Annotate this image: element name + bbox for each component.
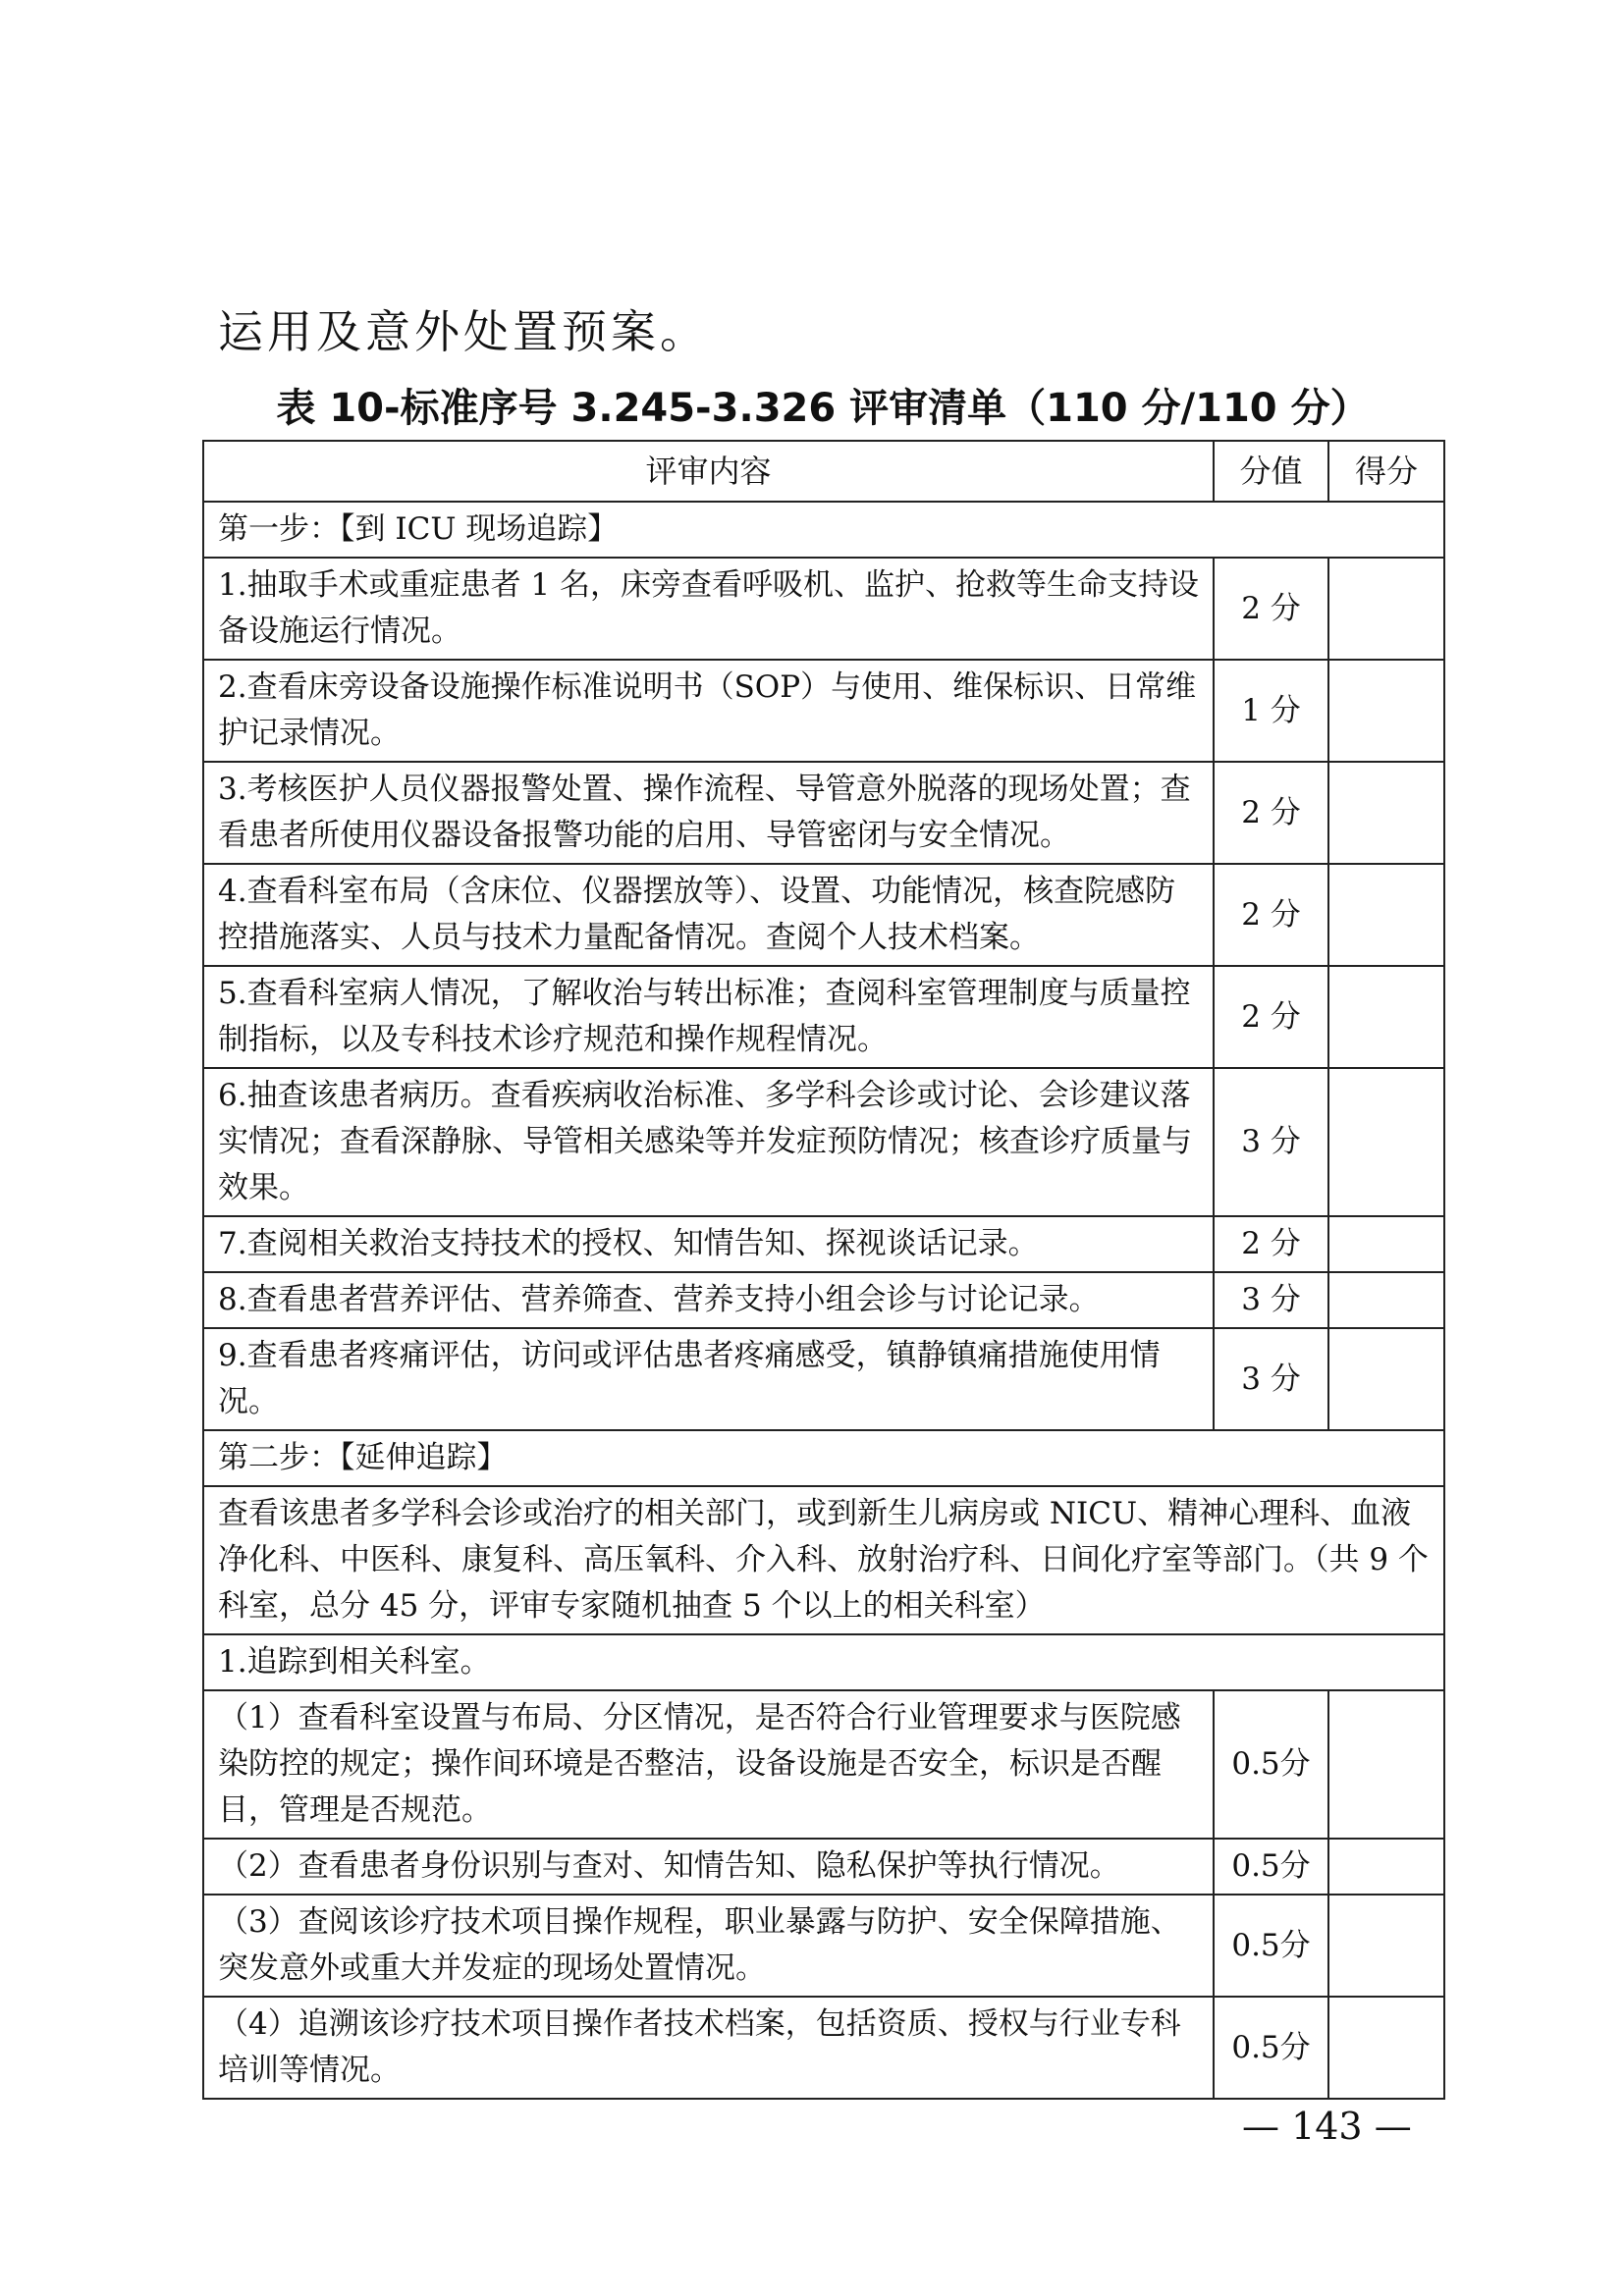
page-number: — 143 — — [1242, 2105, 1412, 2148]
table-row — [203, 558, 1444, 660]
row-result-cell — [1328, 1690, 1444, 1839]
table-row — [203, 1328, 1444, 1430]
row-result-cell — [1328, 558, 1444, 660]
row-score: 2 分 — [1214, 966, 1328, 1068]
table-row — [203, 660, 1444, 762]
row-result-cell — [1328, 660, 1444, 762]
row-result-cell — [1328, 1068, 1444, 1216]
section-text: 查看该患者多学科会诊或治疗的相关部门，或到新生儿病房或 NICU、精神心理科、血液净化科、中医科、康复科、高压氧科、介入科、放射治疗科、日间化疗室等部门。（共 9 个科室，总分 45 分，评审专家随机抽查 5 个以上的相关科室） — [203, 1486, 1444, 1634]
section-row — [203, 502, 1444, 558]
row-content: 2.查看床旁设备设施操作标准说明书（SOP）与使用、维保标识、日常维护记录情况。 — [203, 660, 1214, 762]
section-row — [203, 1430, 1444, 1486]
row-result-cell — [1328, 864, 1444, 966]
lead-text: 运用及意外处置预案。 — [218, 305, 709, 358]
row-result-cell — [1328, 1328, 1444, 1430]
row-result-cell — [1328, 1839, 1444, 1895]
section-row — [203, 1486, 1444, 1634]
header-score: 分值 — [1214, 441, 1328, 502]
row-score: 2 分 — [1214, 558, 1328, 660]
row-score: 0.5分 — [1214, 1690, 1328, 1839]
section-row — [203, 1634, 1444, 1690]
row-result-cell — [1328, 1272, 1444, 1328]
table-row — [203, 1216, 1444, 1272]
row-score: 2 分 — [1214, 864, 1328, 966]
row-score: 2 分 — [1214, 1216, 1328, 1272]
row-content: 6.抽查该患者病历。查看疾病收治标准、多学科会诊或讨论、会诊建议落实情况；查看深静脉、导管相关感染等并发症预防情况；核查诊疗质量与效果。 — [203, 1068, 1214, 1216]
row-score: 0.5分 — [1214, 1895, 1328, 1997]
row-content: 5.查看科室病人情况，了解收治与转出标准；查阅科室管理制度与质量控制指标，以及专科技术诊疗规范和操作规程情况。 — [203, 966, 1214, 1068]
section-text: 第二步：【延伸追踪】 — [203, 1430, 1444, 1486]
row-content: 8.查看患者营养评估、营养筛查、营养支持小组会诊与讨论记录。 — [203, 1272, 1214, 1328]
row-score: 3 分 — [1214, 1328, 1328, 1430]
table-caption: 表 10-标准序号 3.245-3.326 评审清单（110 分/110 分） — [276, 386, 1370, 431]
row-score: 3 分 — [1214, 1068, 1328, 1216]
table-row — [203, 1272, 1444, 1328]
header-content: 评审内容 — [203, 441, 1214, 502]
row-content: 1.抽取手术或重症患者 1 名，床旁查看呼吸机、监护、抢救等生命支持设备设施运行情况。 — [203, 558, 1214, 660]
table-row — [203, 1068, 1444, 1216]
table-row — [203, 966, 1444, 1068]
row-score: 3 分 — [1214, 1272, 1328, 1328]
row-content: 3.考核医护人员仪器报警处置、操作流程、导管意外脱落的现场处置；查看患者所使用仪器设备报警功能的启用、导管密闭与安全情况。 — [203, 762, 1214, 864]
row-score: 1 分 — [1214, 660, 1328, 762]
table-row — [203, 1997, 1444, 2099]
table-header-row — [203, 441, 1444, 502]
section-text: 第一步：【到 ICU 现场追踪】 — [203, 502, 1444, 558]
row-content: 9.查看患者疼痛评估，访问或评估患者疼痛感受，镇静镇痛措施使用情况。 — [203, 1328, 1214, 1430]
row-content: （2）查看患者身份识别与查对、知情告知、隐私保护等执行情况。 — [203, 1839, 1214, 1895]
section-text: 1.追踪到相关科室。 — [203, 1634, 1444, 1690]
row-result-cell — [1328, 1216, 1444, 1272]
row-content: 4.查看科室布局（含床位、仪器摆放等）、设置、功能情况，核查院感防控措施落实、人员与技术力量配备情况。查阅个人技术档案。 — [203, 864, 1214, 966]
row-result-cell — [1328, 966, 1444, 1068]
row-content: （1）查看科室设置与布局、分区情况，是否符合行业管理要求与医院感染防控的规定；操作间环境是否整洁，设备设施是否安全，标识是否醒目，管理是否规范。 — [203, 1690, 1214, 1839]
table-row — [203, 864, 1444, 966]
table-row — [203, 1839, 1444, 1895]
row-content: 7.查阅相关救治支持技术的授权、知情告知、探视谈话记录。 — [203, 1216, 1214, 1272]
row-score: 2 分 — [1214, 762, 1328, 864]
row-score: 0.5分 — [1214, 1839, 1328, 1895]
table-row — [203, 762, 1444, 864]
review-checklist-table — [202, 440, 1445, 2100]
row-result-cell — [1328, 1895, 1444, 1997]
row-result-cell — [1328, 1997, 1444, 2099]
table-row — [203, 1690, 1444, 1839]
row-result-cell — [1328, 762, 1444, 864]
table-row — [203, 1895, 1444, 1997]
row-score: 0.5分 — [1214, 1997, 1328, 2099]
header-result: 得分 — [1328, 441, 1444, 502]
row-content: （4）追溯该诊疗技术项目操作者技术档案，包括资质、授权与行业专科培训等情况。 — [203, 1997, 1214, 2099]
row-content: （3）查阅该诊疗技术项目操作规程，职业暴露与防护、安全保障措施、突发意外或重大并发症的现场处置情况。 — [203, 1895, 1214, 1997]
